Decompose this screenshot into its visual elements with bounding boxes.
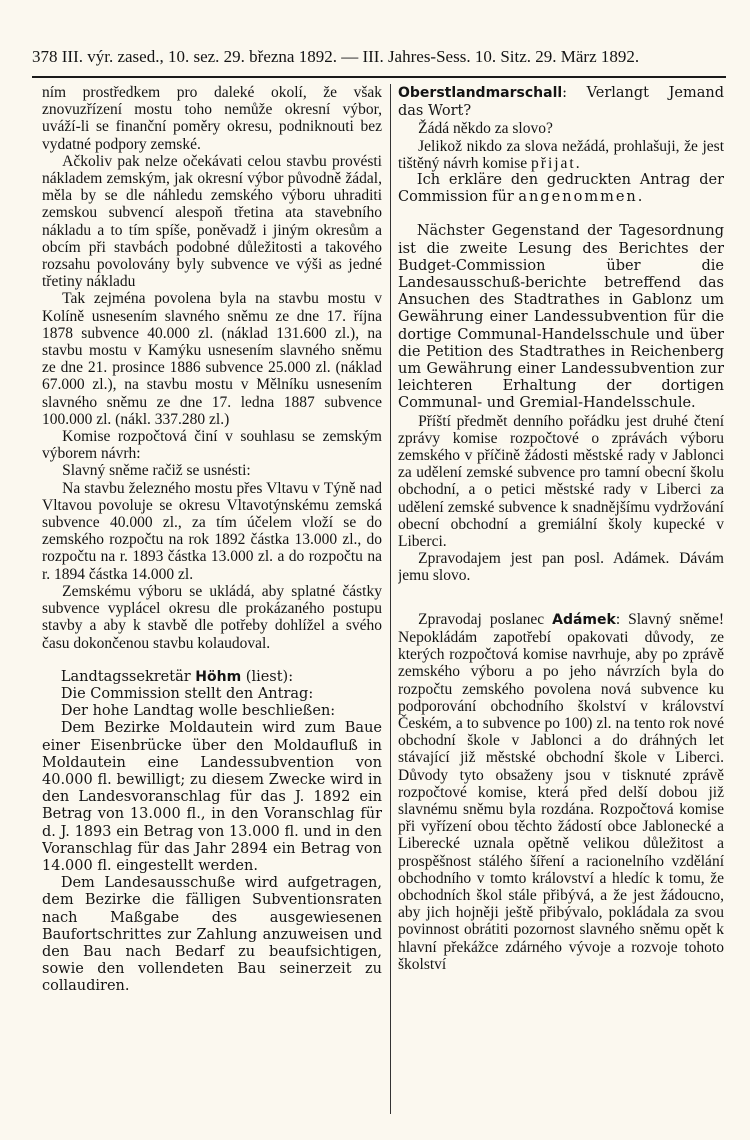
paragraph: Slavný sněme račiž se usnésti: bbox=[62, 462, 251, 480]
paragraph: Die Commission stellt den Antrag: bbox=[60, 685, 314, 702]
speech-text: : Slavný sněme! Nepokládám zapotřebí opakovati důvody, ze kterých rozpočtová komise navrhuje, aby po zprávě zemského výboru a po jeho návrzích byla do rozpočtu zemského povolena nová subvence ku podporování obchodního školství v království Českém, a to subvence po 100) zl. na tento rok nové obchodní škole v Jablonci a do dráhných let stávající již městské obchodní škole v Liberci. Důvody tyto obsaženy jsou v tisknuté zprávě rozpočtové komise, která před delší dobou již slavnému sněmu byla rozdána. Rozpočtová komise při vyřízení obou těchto žádostí obce Jablonecké a Liberecké uznala opětně velikou důležitost a prospěšnost stálého šíření a racionelního vzdělání obchodního v tomto království a hledíc k tomu, že obchodních škol stále přibývá, a že jest žádoucno, aby jich hojněji ještě přibývalo, pokládala za svou povinnost obrátiti pozornost slavného sněmu opět k hlavní překážce zdárného vývoje a rozvoje tohoto školství bbox=[398, 610, 724, 973]
paragraph: Komise rozpočtová činí v souhlasu se zemským výborem návrh: bbox=[42, 428, 382, 463]
paragraph: Zpravodajem jest pan posl. Adámek. Dávám jemu slovo. bbox=[398, 550, 724, 585]
speech-text: : Verlangt Jemand das Wort? bbox=[398, 85, 724, 120]
speech-text: Ich erkläre den gedruckten Antrag der Commission für bbox=[398, 172, 724, 206]
speaker-name: Höhm bbox=[195, 668, 242, 685]
paragraph: Na stavbu železného mostu přes Vltavu v Týně nad Vltavou povoluje se okresu Vltavotýnskému zemská subvence 40.000 zl., za tím účelem vloží se do zemského rozpočtu na rok 1892 částka 13.000 zl., do rozpočtu na r. 1893 částka 13.000 zl. a do rozpočtu na r. 1894 částka 14.000 zl. bbox=[42, 479, 382, 583]
header-rule bbox=[32, 76, 726, 78]
paragraph bbox=[398, 138, 724, 172]
paragraph: Der hohe Landtag wolle beschließen: bbox=[60, 703, 336, 720]
paragraph: Zemskému výboru se ukládá, aby splatné částky subvence vyplácel okresu dle prokázaného postupu stavby a aby k stavbě dle potřeby dohlížel a svého času dokončenou stavbu kolaudoval. bbox=[42, 582, 382, 652]
paragraph: Tak zejména povolena byla na stavbu mostu v Kolíně usnesením slavného sněmu ze dne 17. října 1878 subvence 40.000 zl. (náklad 131.600 zl.), na stavbu mostu v Kamýku usnesením slavného sněmu ze dne 21. prosince 1886 subvence 25.000 zl. (náklad 67.000 zl.), na stavbu mostu v Mělníku usnesením slavného sněmu ze dne 17. ledna 1887 subvence 100.000 zl. (nákl. 337.280 zl.) bbox=[42, 290, 382, 428]
paragraph: Ačkoliv pak nelze očekávati celou stavbu provésti nákladem zemským, jak okresní výbor původně žádal, měla by se dle náhledu zemského výboru uhraditi zemskou subvencí alespoň třetina ata stavebního nákladu a to tím spíše, poněvadž i jiným okresům a obcím při stavbách podobné důležitosti a takového rozsahu povolovány byly subvence ve výši as jedné třetiny nákladu bbox=[42, 152, 382, 291]
right-column bbox=[398, 84, 724, 1114]
paragraph: Dem Landesausschuße wird aufgetragen, dem Bezirke die fälligen Subventionsraten nach Maßgabe des ausgewiesenen Baufortschrittes zur Zahlung anzuweisen und den Bau nach Bedarf zu beaufsichtigen, sowie den vollendeten Bau seinerzeit zu collaudiren. bbox=[42, 875, 382, 995]
paragraph: Žádá někdo za slovo? bbox=[418, 120, 553, 138]
emphasis-text: přijat. bbox=[531, 154, 582, 172]
speaker-title: Zpravodaj poslanec bbox=[418, 610, 545, 628]
speaker-paragraph bbox=[398, 84, 724, 120]
paragraph bbox=[398, 172, 724, 206]
paragraph: Nächster Gegenstand der Tagesordnung ist die zweite Lesung des Berichtes der Budget-Commission über die Landesausschuß-berichte betreffend das Ansuchen des Stadtrathes in Gablonz um Gewährung einer Landessubvention für die dortige Communal-Handelsschule und über die Petition des Stadtrathes in Reichenberg um Gewährung einer Landessubvention zur leichteren Erhaltung der dortigen Communal- und Gremial-Handelsschule. bbox=[398, 223, 724, 412]
left-column bbox=[42, 84, 382, 1114]
column-divider bbox=[390, 84, 391, 1114]
paragraph: ním prostředkem pro daleké okolí, že však znovuzřízení mostu toho nemůže okresní výbor, uváží-li se finanční poměry okresu, podniknouti bez vydatné podpory zemské. bbox=[42, 84, 382, 153]
speaker-action: (liest): bbox=[245, 668, 294, 685]
paragraph: Dem Bezirke Moldautein wird zum Baue einer Eisenbrücke über den Moldaufluß in Moldautein eine Landessubvention von 40.000 fl. bewilligt; zu diesem Zwecke wird in den Landesvoranschlag für das J. 1892 ein Betrag von 13.000 fl., in den Voranschlag für d. J. 1893 ein Betrag von 13.000 fl. und in den Voranschlag für das Jahr 2894 ein Betrag von 14.000 fl. eingestellt werden. bbox=[42, 720, 382, 874]
speaker-paragraph bbox=[398, 611, 724, 973]
emphasis-text: angenommen. bbox=[518, 189, 645, 206]
paragraph: Příští předmět denního pořádku jest druhé čtení zprávy komise rozpočtové o zprávách výboru zemského v příčině žádosti městské rady v Jablonci za udělení zemské subvence pro tamní obecní školu obchodní, a o petici městské rady v Liberci za udělení zemské subvence k snadnějšímu vydržování obecní obchodní a gremiální školy kupecké v Liberci. bbox=[398, 412, 724, 551]
speech-text: Jelikož nikdo za slova nežádá, prohlašuji, že jest tištěný návrh komise bbox=[398, 137, 724, 172]
page-header: 378 III. výr. zased., 10. sez. 29. března 1892. — III. Jahres-Sess. 10. Sitz. 29. März 1892. bbox=[32, 47, 640, 66]
speaker-name: Adámek bbox=[552, 611, 616, 628]
speaker-name: Oberstlandmarschall bbox=[398, 85, 563, 101]
speaker-line bbox=[42, 669, 382, 686]
speaker-title: Landtagssekretär bbox=[60, 668, 191, 685]
